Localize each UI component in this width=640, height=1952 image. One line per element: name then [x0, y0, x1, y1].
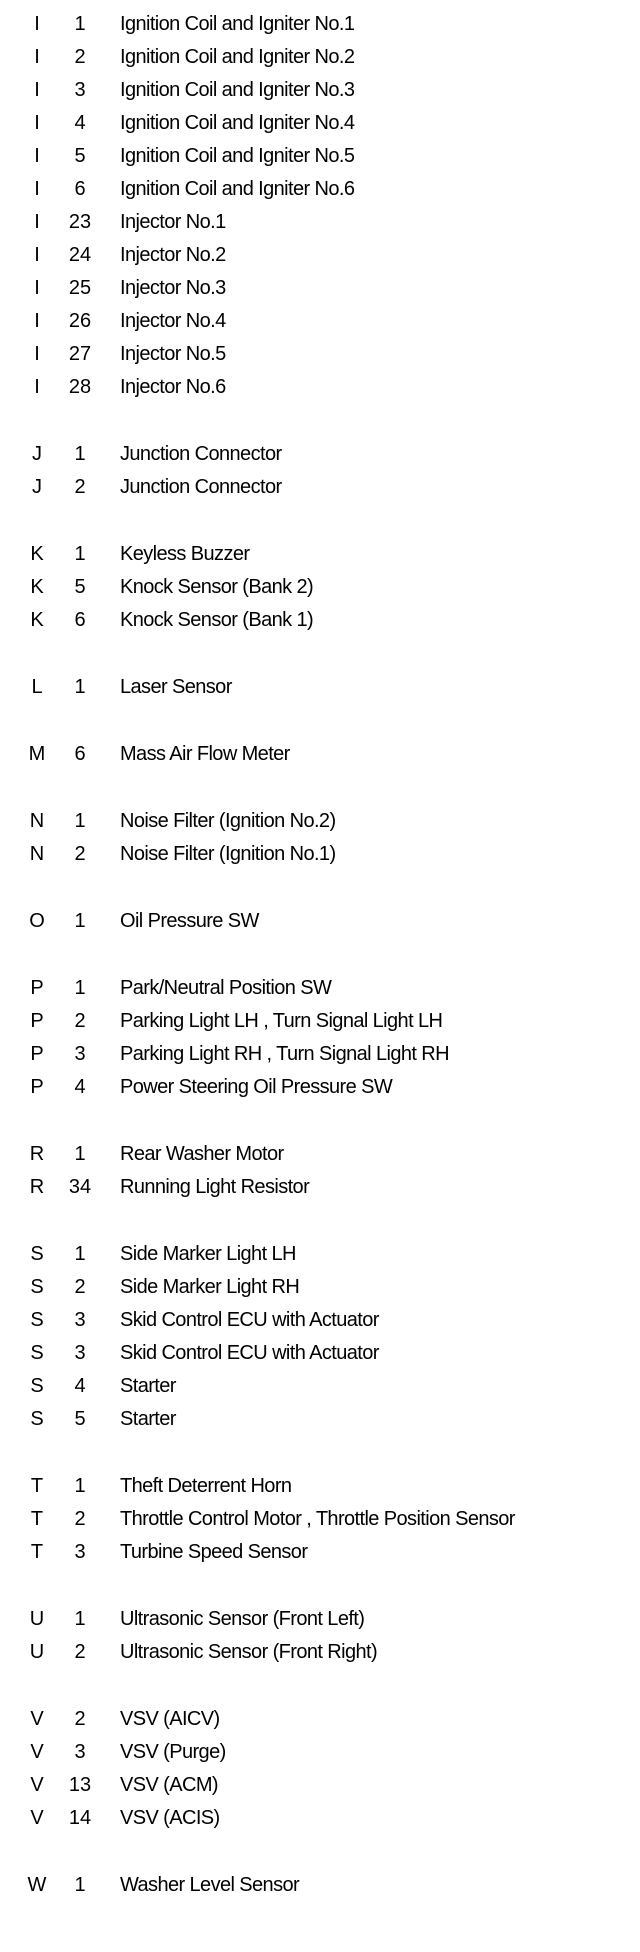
connector-number: 2 — [74, 843, 86, 865]
connector-number: 1 — [74, 1475, 86, 1497]
group-letter: V — [30, 1741, 44, 1763]
group-letter: K — [30, 609, 44, 631]
list-item — [0, 1337, 640, 1370]
connector-number: 24 — [68, 244, 92, 266]
group-letter: I — [34, 376, 40, 398]
group-letter: N — [29, 843, 45, 865]
list-item — [0, 8, 640, 41]
component-name: Parking Light RH , Turn Signal Light RH — [120, 1043, 449, 1065]
component-name: Rear Washer Motor — [120, 1143, 284, 1165]
connector-number: 2 — [74, 1276, 86, 1298]
connector-number: 5 — [74, 145, 86, 167]
component-name: Washer Level Sensor — [120, 1874, 300, 1896]
group-letter: I — [34, 145, 40, 167]
group-spacer — [0, 404, 640, 438]
group-letter: S — [30, 1276, 44, 1298]
group-spacer — [0, 1669, 640, 1703]
connector-number: 14 — [68, 1807, 92, 1829]
list-item — [0, 1536, 640, 1569]
component-name: Noise Filter (Ignition No.2) — [120, 810, 336, 832]
group-letter: I — [34, 178, 40, 200]
connector-number: 1 — [74, 676, 86, 698]
component-name: Knock Sensor (Bank 1) — [120, 609, 314, 631]
group-letter: I — [34, 211, 40, 233]
component-name: Side Marker Light RH — [120, 1276, 300, 1298]
list-item — [0, 571, 640, 604]
group-letter: O — [29, 910, 45, 932]
component-name: Throttle Control Motor , Throttle Position Sensor — [120, 1508, 515, 1530]
component-name: Junction Connector — [120, 476, 282, 498]
connector-number: 25 — [68, 277, 92, 299]
list-item — [0, 1636, 640, 1669]
list-item — [0, 1470, 640, 1503]
connector-list — [0, 8, 640, 1902]
list-item — [0, 1603, 640, 1636]
list-item — [0, 1271, 640, 1304]
component-name: Injector No.5 — [120, 343, 226, 365]
group-letter: R — [29, 1143, 45, 1165]
list-item — [0, 239, 640, 272]
connector-number: 13 — [68, 1774, 92, 1796]
group-letter: N — [29, 810, 45, 832]
group-letter: J — [32, 443, 42, 465]
component-name: VSV (Purge) — [120, 1741, 226, 1763]
list-item — [0, 140, 640, 173]
connector-number: 1 — [74, 977, 86, 999]
group-letter: P — [30, 977, 44, 999]
connector-number: 1 — [74, 1243, 86, 1265]
group-letter: K — [30, 543, 44, 565]
list-item — [0, 1736, 640, 1769]
component-name: Laser Sensor — [120, 676, 232, 698]
connector-number: 3 — [74, 1541, 86, 1563]
list-item — [0, 905, 640, 938]
list-item — [0, 206, 640, 239]
group-letter: T — [30, 1475, 44, 1497]
component-name: Injector No.4 — [120, 310, 226, 332]
group-letter: W — [27, 1874, 47, 1896]
connector-number: 3 — [74, 1342, 86, 1364]
list-item — [0, 604, 640, 637]
group-letter: S — [30, 1342, 44, 1364]
group-letter: I — [34, 46, 40, 68]
group-spacer — [0, 1104, 640, 1138]
component-name: Skid Control ECU with Actuator — [120, 1309, 379, 1331]
list-item — [0, 1503, 640, 1536]
group-letter: T — [30, 1508, 44, 1530]
group-letter: L — [31, 676, 43, 698]
component-name: Side Marker Light LH — [120, 1243, 296, 1265]
component-name: Ultrasonic Sensor (Front Right) — [120, 1641, 378, 1663]
component-name: Ignition Coil and Igniter No.6 — [120, 178, 355, 200]
group-letter: S — [30, 1243, 44, 1265]
connector-number: 6 — [74, 743, 86, 765]
component-name: Mass Air Flow Meter — [120, 743, 290, 765]
connector-number: 2 — [74, 1010, 86, 1032]
list-item — [0, 305, 640, 338]
group-spacer — [0, 771, 640, 805]
group-letter: P — [30, 1010, 44, 1032]
list-item — [0, 1703, 640, 1736]
connector-number: 1 — [74, 910, 86, 932]
group-letter: U — [29, 1608, 45, 1630]
connector-number: 2 — [74, 476, 86, 498]
component-name: Park/Neutral Position SW — [120, 977, 332, 999]
group-letter: V — [30, 1807, 44, 1829]
group-letter: M — [28, 743, 46, 765]
group-letter: K — [30, 576, 44, 598]
component-name: Keyless Buzzer — [120, 543, 250, 565]
component-name: Junction Connector — [120, 443, 282, 465]
list-item — [0, 1071, 640, 1104]
list-item — [0, 107, 640, 140]
component-name: Starter — [120, 1408, 176, 1430]
component-name: Parking Light LH , Turn Signal Light LH — [120, 1010, 443, 1032]
component-name: Noise Filter (Ignition No.1) — [120, 843, 336, 865]
list-item — [0, 805, 640, 838]
list-item — [0, 1038, 640, 1071]
group-letter: I — [34, 13, 40, 35]
connector-number: 1 — [74, 13, 86, 35]
connector-number: 2 — [74, 1708, 86, 1730]
list-item — [0, 41, 640, 74]
group-letter: P — [30, 1043, 44, 1065]
group-spacer — [0, 1835, 640, 1869]
list-item — [0, 1171, 640, 1204]
connector-number: 3 — [74, 1741, 86, 1763]
group-spacer — [0, 637, 640, 671]
group-letter: R — [29, 1176, 45, 1198]
group-spacer — [0, 938, 640, 972]
component-name: Injector No.2 — [120, 244, 226, 266]
list-item — [0, 738, 640, 771]
connector-number: 5 — [74, 1408, 86, 1430]
list-item — [0, 438, 640, 471]
group-letter: P — [30, 1076, 44, 1098]
connector-number: 4 — [74, 112, 86, 134]
list-item — [0, 272, 640, 305]
component-name: Ignition Coil and Igniter No.1 — [120, 13, 355, 35]
connector-number: 23 — [68, 211, 92, 233]
connector-number: 3 — [74, 1309, 86, 1331]
group-letter: S — [30, 1375, 44, 1397]
list-item — [0, 1005, 640, 1038]
component-name: Power Steering Oil Pressure SW — [120, 1076, 393, 1098]
component-name: Running Light Resistor — [120, 1176, 310, 1198]
connector-number: 1 — [74, 443, 86, 465]
connector-number: 1 — [74, 1874, 86, 1896]
connector-number: 6 — [74, 609, 86, 631]
group-spacer — [0, 504, 640, 538]
group-letter: I — [34, 343, 40, 365]
connector-number: 2 — [74, 1641, 86, 1663]
component-name: VSV (ACM) — [120, 1774, 218, 1796]
component-name: Ignition Coil and Igniter No.2 — [120, 46, 355, 68]
group-letter: U — [29, 1641, 45, 1663]
list-item — [0, 1802, 640, 1835]
component-name: Oil Pressure SW — [120, 910, 259, 932]
connector-number: 2 — [74, 46, 86, 68]
list-item — [0, 972, 640, 1005]
connector-number: 1 — [74, 810, 86, 832]
list-item — [0, 1370, 640, 1403]
list-item — [0, 1304, 640, 1337]
component-name: Injector No.6 — [120, 376, 226, 398]
list-item — [0, 471, 640, 504]
connector-number: 34 — [68, 1176, 92, 1198]
group-spacer — [0, 871, 640, 905]
group-letter: I — [34, 244, 40, 266]
component-name: Starter — [120, 1375, 176, 1397]
list-item — [0, 1869, 640, 1902]
connector-number: 26 — [68, 310, 92, 332]
list-item — [0, 538, 640, 571]
list-item — [0, 671, 640, 704]
connector-number: 2 — [74, 1508, 86, 1530]
component-name: Skid Control ECU with Actuator — [120, 1342, 379, 1364]
group-letter: V — [30, 1774, 44, 1796]
list-item — [0, 1238, 640, 1271]
group-letter: I — [34, 79, 40, 101]
connector-number: 1 — [74, 543, 86, 565]
group-spacer — [0, 1569, 640, 1603]
group-letter: S — [30, 1408, 44, 1430]
group-spacer — [0, 704, 640, 738]
group-letter: I — [34, 310, 40, 332]
connector-number: 4 — [74, 1076, 86, 1098]
list-item — [0, 838, 640, 871]
component-name: Theft Deterrent Horn — [120, 1475, 292, 1497]
connector-number: 5 — [74, 576, 86, 598]
connector-number: 3 — [74, 1043, 86, 1065]
list-item — [0, 371, 640, 404]
connector-number: 1 — [74, 1143, 86, 1165]
component-name: VSV (AICV) — [120, 1708, 220, 1730]
list-item — [0, 1769, 640, 1802]
connector-number: 6 — [74, 178, 86, 200]
connector-number: 28 — [68, 376, 92, 398]
component-name: Turbine Speed Sensor — [120, 1541, 308, 1563]
group-letter: I — [34, 277, 40, 299]
component-name: Injector No.1 — [120, 211, 226, 233]
list-item — [0, 74, 640, 107]
group-letter: V — [30, 1708, 44, 1730]
list-item — [0, 1403, 640, 1436]
group-letter: J — [32, 476, 42, 498]
list-item — [0, 338, 640, 371]
group-letter: S — [30, 1309, 44, 1331]
list-item — [0, 173, 640, 206]
connector-number: 27 — [68, 343, 92, 365]
group-spacer — [0, 1436, 640, 1470]
connector-number: 3 — [74, 79, 86, 101]
list-item — [0, 1138, 640, 1171]
component-name: Ignition Coil and Igniter No.5 — [120, 145, 355, 167]
component-name: Ultrasonic Sensor (Front Left) — [120, 1608, 365, 1630]
component-name: Injector No.3 — [120, 277, 226, 299]
component-name: Ignition Coil and Igniter No.4 — [120, 112, 355, 134]
group-letter: I — [34, 112, 40, 134]
connector-number: 4 — [74, 1375, 86, 1397]
group-spacer — [0, 1204, 640, 1238]
component-name: Ignition Coil and Igniter No.3 — [120, 79, 355, 101]
component-name: VSV (ACIS) — [120, 1807, 220, 1829]
connector-number: 1 — [74, 1608, 86, 1630]
group-letter: T — [30, 1541, 44, 1563]
component-name: Knock Sensor (Bank 2) — [120, 576, 314, 598]
